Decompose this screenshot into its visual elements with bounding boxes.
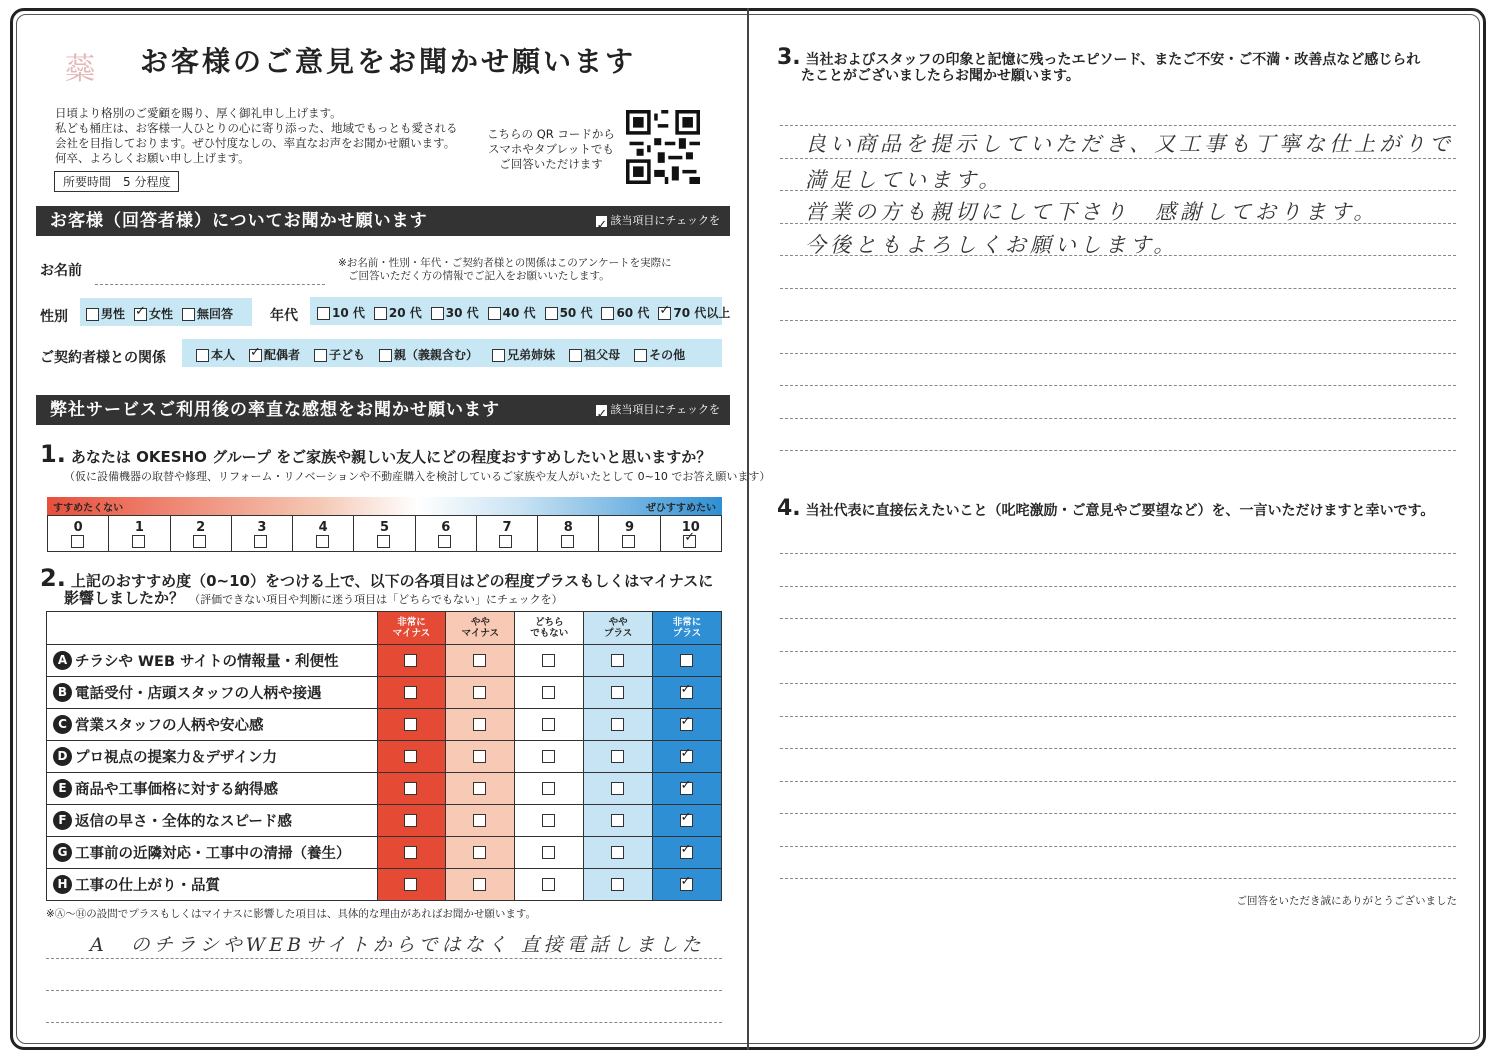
respondent-section-header [36, 206, 730, 236]
age-option-40s[interactable]: 40 代 [488, 304, 536, 321]
checkbox[interactable] [680, 750, 693, 763]
checkbox[interactable] [542, 654, 555, 667]
grid-row-b [47, 676, 721, 708]
check-instruction [595, 395, 720, 425]
item-label: 工事前の近隣対応・工事中の清掃（養生） [75, 846, 351, 862]
gender-option-female[interactable]: ✓ 女性 [134, 305, 173, 322]
answer-line[interactable] [780, 878, 1456, 879]
checkbox[interactable] [492, 349, 505, 362]
grid-cell[interactable] [377, 741, 446, 772]
intro-line: 日頃より格別のご愛顧を賜り、厚く御礼申し上げます。 [55, 106, 342, 120]
item-label: 電話受付・店頭スタッフの人柄や接遇 [75, 686, 322, 702]
scale-number: 10 [681, 520, 700, 535]
checkbox[interactable] [374, 307, 387, 320]
recommendation-scale [47, 515, 722, 552]
scale-option-8[interactable] [538, 516, 599, 551]
checkbox[interactable] [634, 349, 647, 362]
impressions-section-title: 弊社サービスご利用後の率直な感想をお聞かせ願います [50, 400, 500, 420]
grid-column-label: 非常に プラス [672, 617, 702, 639]
scale-option-2[interactable] [171, 516, 232, 551]
checkbox[interactable] [611, 750, 624, 763]
intro-text [55, 106, 475, 166]
answer-line[interactable] [780, 813, 1456, 814]
question-2-line-2 [64, 587, 563, 608]
checkbox[interactable] [182, 308, 195, 321]
scale-option-3[interactable] [232, 516, 293, 551]
question-text: 上記のおすすめ度（0~10）をつける上で、以下の各項目はどの程度プラスもしくはマイナスに [70, 572, 714, 590]
relation-option-self[interactable]: 本人 [196, 346, 235, 363]
checkbox[interactable] [404, 750, 417, 763]
answer-line[interactable] [780, 320, 1456, 321]
grid-reason-note: ※Ⓐ～Ⓗの設問でプラスもしくはマイナスに影響した項目は、具体的な理由があればお聞かせ願います。 [46, 908, 537, 920]
question-text: あなたは OKESHO グループ をご家族や親しい友人にどの程度おすすめしたいと思いますか？ [70, 448, 712, 466]
privacy-note-line: ご回答いただく方の情報でご記入をお願いいたします。 [348, 270, 610, 282]
scale-number: 8 [563, 520, 573, 535]
age-option-10s[interactable]: 10 代 [317, 304, 365, 321]
grid-cell[interactable] [652, 837, 721, 868]
scale-number: 9 [625, 520, 635, 535]
grid-cell[interactable] [652, 805, 721, 836]
scale-option-10[interactable] [661, 516, 721, 551]
question-3 [777, 45, 1421, 86]
grid-cell[interactable] [514, 869, 583, 900]
respondent-section-title: お客様（回答者様）についてお聞かせ願います [50, 211, 428, 231]
relation-option-other[interactable]: その他 [634, 346, 685, 363]
survey-title: お客様のご意見をお聞かせ願います [140, 45, 637, 78]
checkbox[interactable] [404, 814, 417, 827]
grid-row-label [47, 709, 377, 740]
checkbox[interactable] [683, 535, 696, 548]
checkbox[interactable] [542, 686, 555, 699]
checkbox[interactable] [438, 535, 451, 548]
answer-handwriting-line: 営業の方も親切にして下さり 感謝しております。 [805, 200, 1379, 224]
scale-option-1[interactable] [109, 516, 170, 551]
grid-cell[interactable] [514, 773, 583, 804]
relation-option-parent[interactable]: 親（義親含む） [379, 346, 478, 363]
item-letter-icon: H [53, 875, 72, 894]
answer-line[interactable] [780, 651, 1456, 652]
checkbox[interactable] [680, 878, 693, 891]
checkbox[interactable] [680, 654, 693, 667]
age-options [317, 304, 730, 321]
scale-option-7[interactable] [477, 516, 538, 551]
question-number: 1. [40, 440, 66, 468]
checkbox[interactable] [611, 782, 624, 795]
item-label: 工事の仕上がり・品質 [75, 878, 220, 894]
item-letter-icon: A [53, 651, 72, 670]
age-option-50s[interactable]: 50 代 [545, 304, 593, 321]
grid-cell[interactable] [377, 805, 446, 836]
answer-line[interactable] [780, 288, 1456, 289]
question-number: 3. [777, 45, 801, 70]
grid-cell[interactable] [514, 837, 583, 868]
checkbox[interactable] [473, 750, 486, 763]
scale-option-5[interactable] [354, 516, 415, 551]
grid-row-f [47, 804, 721, 836]
scale-number: 7 [502, 520, 512, 535]
checkbox[interactable] [132, 535, 145, 548]
answer-line[interactable] [780, 450, 1456, 451]
scale-number: 5 [379, 520, 389, 535]
checkbox[interactable] [379, 349, 392, 362]
grid-cell[interactable] [377, 869, 446, 900]
grid-header-row [47, 612, 721, 644]
question-text: 当社代表に直接伝えたいこと（叱咤激励・ご意見やご要望など）を、一言いただけますと幸いです。 [805, 503, 1435, 519]
grid-cell[interactable] [652, 709, 721, 740]
answer-line [46, 1022, 722, 1023]
checkbox[interactable] [658, 307, 671, 320]
grid-row-c [47, 708, 721, 740]
relation-label: ご契約者様との関係 [40, 350, 166, 366]
grid-cell[interactable] [445, 837, 514, 868]
question-text: たことがございましたらお聞かせ願います。 [801, 68, 1080, 84]
checkbox[interactable] [71, 535, 84, 548]
checkbox[interactable] [542, 718, 555, 731]
scale-low-label: すすめたくない [53, 503, 124, 514]
relation-option-child[interactable]: 子ども [314, 346, 365, 363]
grid-column-header [514, 612, 583, 644]
checkbox[interactable] [542, 750, 555, 763]
item-label: 営業スタッフの人柄や安心感 [75, 718, 264, 734]
checkbox[interactable] [473, 846, 486, 859]
checkbox[interactable] [249, 349, 262, 362]
checkbox[interactable] [404, 878, 417, 891]
company-seal: 蘂 [65, 52, 95, 87]
answer-line[interactable] [780, 125, 1456, 126]
grid-cell[interactable] [652, 741, 721, 772]
grid-cell[interactable] [583, 645, 652, 676]
question-1-note: （仮に設備機器の取替や修理、リフォーム・リノベーションや不動産購入を検討しているご家族や友人がいたとして 0~10 でお答え願います） [64, 470, 771, 483]
grid-row-label [47, 837, 377, 868]
answer-handwriting-line: 満足しています。 [805, 168, 1004, 192]
grid-cell[interactable] [377, 677, 446, 708]
grid-cell[interactable] [445, 869, 514, 900]
age-option-30s[interactable]: 30 代 [431, 304, 479, 321]
thanks-message: ご回答をいただき誠にありがとうございました [1236, 895, 1457, 907]
checkbox[interactable] [314, 349, 327, 362]
checkbox[interactable] [473, 782, 486, 795]
checkbox[interactable] [86, 308, 99, 321]
checkbox[interactable] [611, 686, 624, 699]
question-text: 当社およびスタッフの印象と記憶に残ったエピソード、またご不安・ご不満・改善点など感じられ [805, 52, 1421, 68]
grid-row-label [47, 677, 377, 708]
intro-line: 私ども桶庄は、お客様一人ひとりの心に寄り添った、地域でもっとも愛される [55, 121, 458, 135]
answer-handwriting-line: 今後ともよろしくお願いします。 [805, 233, 1179, 257]
check-note: 該当項目にチェックを [610, 214, 720, 227]
check-instruction [595, 206, 720, 236]
item-letter-icon: E [53, 779, 72, 798]
checkbox[interactable] [680, 814, 693, 827]
checkbox[interactable] [542, 814, 555, 827]
grid-cell[interactable] [514, 805, 583, 836]
checkbox[interactable] [611, 878, 624, 891]
checkbox[interactable] [622, 535, 635, 548]
checkbox[interactable] [473, 686, 486, 699]
checkbox[interactable] [377, 535, 390, 548]
time-required: 所要時間 5 分程度 [54, 171, 179, 192]
checkbox[interactable] [404, 718, 417, 731]
scale-option-9[interactable] [599, 516, 660, 551]
item-label: プロ視点の提案力＆デザイン力 [75, 750, 277, 766]
answer-line[interactable] [780, 683, 1456, 684]
scale-number: 0 [73, 520, 83, 535]
question-2-note: （評価できない項目や判断に迷う項目は「どちらでもない」にチェックを） [189, 593, 563, 606]
item-letter-icon: D [53, 747, 72, 766]
grid-row-label [47, 869, 377, 900]
relation-options [196, 346, 685, 363]
grid-cell[interactable] [652, 869, 721, 900]
scale-high-label: ぜひすすめたい [645, 503, 716, 514]
checkbox[interactable] [404, 686, 417, 699]
grid-column-label: やや プラス [604, 617, 633, 639]
grid-cell[interactable] [583, 869, 652, 900]
grid-cell[interactable] [583, 741, 652, 772]
qr-caption-line: こちらの QR コードから [487, 127, 615, 141]
relation-option-spouse[interactable]: ✓ 配偶者 [249, 346, 300, 363]
checkbox[interactable] [680, 718, 693, 731]
relation-option-sibling[interactable]: 兄弟姉妹 [492, 346, 555, 363]
item-label: 商品や工事価格に対する納得感 [75, 782, 278, 798]
checkbox[interactable] [404, 654, 417, 667]
item-label: チラシや WEB サイトの情報量・利便性 [75, 654, 339, 670]
grid-row-label [47, 773, 377, 804]
question-1 [40, 440, 711, 468]
checkbox[interactable] [680, 782, 693, 795]
privacy-note [338, 257, 672, 283]
checkbox[interactable] [542, 846, 555, 859]
grid-cell[interactable] [377, 709, 446, 740]
privacy-note-line: ※お名前・性別・年代・ご契約者様との関係はこのアンケートを実際に [338, 257, 672, 269]
age-option-20s[interactable]: 20 代 [374, 304, 422, 321]
checkbox[interactable] [601, 307, 614, 320]
grid-column-label: どちら でもない [530, 617, 569, 639]
grid-cell[interactable] [583, 805, 652, 836]
grid-column-header [652, 612, 721, 644]
impact-rating-grid [46, 611, 722, 901]
checkbox[interactable] [542, 878, 555, 891]
checkbox[interactable] [611, 718, 624, 731]
grid-header-blank [47, 612, 377, 644]
checkbox[interactable] [317, 307, 330, 320]
scale-number: 4 [318, 520, 328, 535]
grid-cell[interactable] [514, 741, 583, 772]
checkbox[interactable] [316, 535, 329, 548]
age-option-70plus[interactable]: ✓ 70 代以上 [658, 304, 730, 321]
grid-row-g [47, 836, 721, 868]
item-letter-icon: B [53, 683, 72, 702]
checkbox[interactable] [542, 782, 555, 795]
grid-cell[interactable] [652, 677, 721, 708]
question-number: 4. [777, 496, 801, 521]
question-4 [777, 496, 1434, 521]
answer-line[interactable] [780, 781, 1456, 782]
scale-number: 1 [134, 520, 144, 535]
grid-column-label: 非常に マイナス [392, 617, 431, 639]
answer-line[interactable] [780, 716, 1456, 717]
grid-row-label [47, 805, 377, 836]
grid-cell[interactable] [583, 837, 652, 868]
grid-cell[interactable] [514, 709, 583, 740]
grid-cell[interactable] [652, 773, 721, 804]
checkbox[interactable] [404, 846, 417, 859]
name-field-line[interactable] [95, 284, 325, 285]
scale-number: 6 [441, 520, 451, 535]
grid-column-label: やや マイナス [461, 617, 500, 639]
grid-row-a [47, 644, 721, 676]
relation-option-grandparent[interactable]: 祖父母 [569, 346, 620, 363]
checkbox[interactable] [569, 349, 582, 362]
checkbox[interactable] [680, 846, 693, 859]
grid-cell[interactable] [377, 773, 446, 804]
recommendation-scale-gradient [47, 497, 722, 515]
checkbox-icon [595, 215, 608, 228]
answer-line[interactable] [780, 353, 1456, 354]
grid-cell[interactable] [583, 773, 652, 804]
grid-row-e [47, 772, 721, 804]
grid-cell[interactable] [514, 677, 583, 708]
checkbox[interactable] [473, 814, 486, 827]
grid-reason-answer: A のチラシやWEBサイトからではなく 直接電話しました [90, 934, 705, 956]
grid-row-h [47, 868, 721, 900]
answer-line[interactable] [780, 586, 1456, 587]
qr-caption [486, 127, 616, 172]
checkbox[interactable] [488, 307, 501, 320]
answer-line[interactable] [780, 618, 1456, 619]
age-label: 年代 [270, 308, 298, 324]
checkbox[interactable] [611, 654, 624, 667]
checkbox[interactable] [196, 349, 209, 362]
grid-cell[interactable] [377, 837, 446, 868]
grid-cell[interactable] [445, 709, 514, 740]
age-option-60s[interactable]: 60 代 [601, 304, 649, 321]
checkbox[interactable] [561, 535, 574, 548]
scale-option-0[interactable] [48, 516, 109, 551]
grid-cell[interactable] [445, 741, 514, 772]
intro-line: 会社を目指しております。ぜひ忖度なしの、率直なお声をお聞かせ願います。 [55, 136, 456, 150]
answer-line[interactable] [780, 385, 1456, 386]
question-text: 影響しましたか？ [64, 589, 185, 607]
item-label: 返信の早さ・全体的なスピード感 [75, 814, 292, 830]
checkbox[interactable] [499, 535, 512, 548]
grid-row-d [47, 740, 721, 772]
checkbox[interactable] [404, 782, 417, 795]
checkbox[interactable] [545, 307, 558, 320]
grid-column-header [445, 612, 514, 644]
checkbox[interactable] [193, 535, 206, 548]
grid-cell[interactable] [445, 677, 514, 708]
answer-line [46, 958, 722, 959]
qr-code-icon[interactable] [626, 110, 700, 184]
item-letter-icon: F [53, 811, 72, 830]
answer-handwriting-line: 良い商品を提示していただき、又工事も丁寧な仕上がりで [805, 132, 1455, 156]
grid-cell[interactable] [445, 805, 514, 836]
answer-line [46, 990, 722, 991]
item-letter-icon: C [53, 715, 72, 734]
checkbox[interactable] [473, 878, 486, 891]
scale-option-4[interactable] [293, 516, 354, 551]
grid-cell[interactable] [583, 677, 652, 708]
checkbox[interactable] [473, 654, 486, 667]
qr-caption-line: スマホやタブレットでも [488, 142, 614, 156]
grid-column-header [377, 612, 446, 644]
grid-cell[interactable] [652, 645, 721, 676]
answer-line[interactable] [780, 748, 1456, 749]
item-letter-icon: G [53, 843, 72, 862]
checkbox[interactable] [680, 686, 693, 699]
impressions-section-header [36, 395, 730, 425]
answer-line[interactable] [780, 418, 1456, 419]
qr-caption-line: ご回答いただけます [499, 157, 603, 171]
scale-option-6[interactable] [416, 516, 477, 551]
grid-cell[interactable] [445, 773, 514, 804]
answer-line[interactable] [780, 553, 1456, 554]
grid-cell[interactable] [514, 645, 583, 676]
answer-line[interactable] [780, 846, 1456, 847]
checkbox[interactable] [431, 307, 444, 320]
checkbox[interactable] [134, 308, 147, 321]
grid-row-label [47, 645, 377, 676]
gender-option-none[interactable]: 無回答 [182, 305, 233, 322]
checkbox[interactable] [473, 718, 486, 731]
gender-option-male[interactable]: 男性 [86, 305, 125, 322]
page-spine [747, 8, 749, 1050]
question-number: 2. [40, 564, 66, 592]
checkbox[interactable] [611, 814, 624, 827]
grid-cell[interactable] [445, 645, 514, 676]
name-label: お名前 [40, 263, 82, 279]
scale-number: 2 [196, 520, 206, 535]
scale-number: 3 [257, 520, 267, 535]
checkbox[interactable] [254, 535, 267, 548]
intro-line: 何卒、よろしくお願い申し上げます。 [55, 151, 250, 165]
grid-cell[interactable] [583, 709, 652, 740]
grid-cell[interactable] [377, 645, 446, 676]
check-note: 該当項目にチェックを [610, 403, 720, 416]
checkbox-icon [595, 404, 608, 417]
checkbox[interactable] [611, 846, 624, 859]
gender-label: 性別 [40, 309, 68, 325]
grid-row-label [47, 741, 377, 772]
grid-column-header [583, 612, 652, 644]
gender-options [86, 305, 233, 322]
